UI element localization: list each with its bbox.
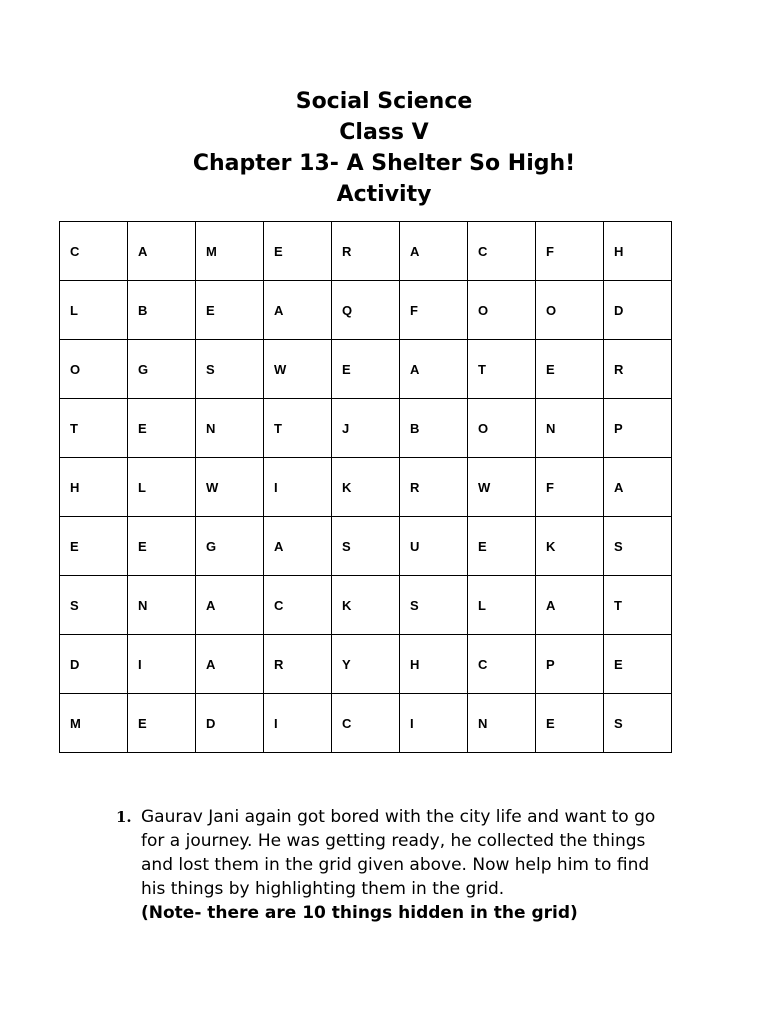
grid-cell[interactable]: A [196,635,264,694]
grid-cell[interactable]: A [128,222,196,281]
grid-row [60,399,672,458]
grid-cell[interactable]: O [468,399,536,458]
grid-row [60,340,672,399]
subject-title: Social Science [295,89,473,114]
grid-cell[interactable]: K [536,517,604,576]
grid-row [60,517,672,576]
grid-body [60,222,672,753]
question-body [141,805,676,925]
grid-cell[interactable]: A [536,576,604,635]
grid-cell[interactable]: N [536,399,604,458]
grid-cell[interactable]: E [536,694,604,753]
grid-cell[interactable]: M [196,222,264,281]
grid-cell[interactable]: A [264,281,332,340]
grid-cell[interactable]: R [604,340,672,399]
grid-cell[interactable]: Q [332,281,400,340]
grid-row [60,576,672,635]
grid-cell[interactable]: F [400,281,468,340]
chapter-title: Chapter 13- A Shelter So High! [192,151,576,176]
grid-cell[interactable]: E [332,340,400,399]
grid-cell[interactable]: M [60,694,128,753]
worksheet-header [0,86,768,210]
grid-cell[interactable]: W [468,458,536,517]
grid-cell[interactable]: S [604,517,672,576]
grid-cell[interactable]: K [332,458,400,517]
grid-cell[interactable]: A [400,340,468,399]
grid-cell[interactable]: E [196,281,264,340]
grid-cell[interactable]: L [60,281,128,340]
grid-cell[interactable]: B [128,281,196,340]
grid-cell[interactable]: S [60,576,128,635]
grid-cell[interactable]: E [264,222,332,281]
grid-cell[interactable]: I [264,458,332,517]
grid-cell[interactable]: K [332,576,400,635]
grid-cell[interactable]: S [196,340,264,399]
grid-cell[interactable]: L [468,576,536,635]
grid-cell[interactable]: T [60,399,128,458]
question-text: Gaurav Jani again got bored with the city life and want to go for a journey. He was getting ready, he collected the things and lost them in the grid given above. Now help him to find his things by highlighting them in the grid. [141,807,656,899]
question-1 [116,805,676,925]
question-number: 1. [116,808,132,826]
grid-cell[interactable]: H [60,458,128,517]
grid-cell[interactable]: D [196,694,264,753]
grid-cell[interactable]: R [400,458,468,517]
grid-cell[interactable]: G [196,517,264,576]
grid-cell[interactable]: E [604,635,672,694]
grid-cell[interactable]: E [536,340,604,399]
grid-cell[interactable]: P [536,635,604,694]
grid-cell[interactable]: I [400,694,468,753]
grid-cell[interactable]: E [468,517,536,576]
grid-cell[interactable]: C [468,222,536,281]
grid-cell[interactable]: C [60,222,128,281]
grid-cell[interactable]: N [468,694,536,753]
grid-cell[interactable]: E [128,399,196,458]
grid-cell[interactable]: L [128,458,196,517]
grid-cell[interactable]: C [264,576,332,635]
grid-cell[interactable]: E [128,517,196,576]
grid-row [60,694,672,753]
grid-cell[interactable]: P [604,399,672,458]
grid-cell[interactable]: A [604,458,672,517]
grid-cell[interactable]: A [400,222,468,281]
grid-row [60,458,672,517]
grid-cell[interactable]: H [604,222,672,281]
grid-cell[interactable]: S [604,694,672,753]
grid-cell[interactable]: T [264,399,332,458]
word-search-grid [59,221,672,753]
grid-cell[interactable]: U [400,517,468,576]
grid-cell[interactable]: T [604,576,672,635]
grid-row [60,281,672,340]
grid-cell[interactable]: S [400,576,468,635]
grid-cell[interactable]: D [604,281,672,340]
grid-cell[interactable]: O [60,340,128,399]
grid-cell[interactable]: I [128,635,196,694]
class-title: Class V [339,120,429,145]
grid-cell[interactable]: C [332,694,400,753]
activity-title: Activity [336,182,432,207]
grid-cell[interactable]: W [196,458,264,517]
grid-row [60,635,672,694]
grid-cell[interactable]: O [536,281,604,340]
grid-cell[interactable]: N [128,576,196,635]
grid-cell[interactable]: O [468,281,536,340]
grid-cell[interactable]: Y [332,635,400,694]
grid-row [60,222,672,281]
grid-cell[interactable]: H [400,635,468,694]
grid-cell[interactable]: F [536,458,604,517]
grid-cell[interactable]: S [332,517,400,576]
grid-cell[interactable]: C [468,635,536,694]
grid-cell[interactable]: A [264,517,332,576]
grid-cell[interactable]: B [400,399,468,458]
grid-cell[interactable]: E [60,517,128,576]
grid-cell[interactable]: R [264,635,332,694]
grid-cell[interactable]: N [196,399,264,458]
grid-cell[interactable]: J [332,399,400,458]
grid-cell[interactable]: T [468,340,536,399]
grid-cell[interactable]: D [60,635,128,694]
grid-cell[interactable]: G [128,340,196,399]
question-note: (Note- there are 10 things hidden in the grid) [141,903,578,923]
grid-cell[interactable]: W [264,340,332,399]
grid-cell[interactable]: F [536,222,604,281]
grid-cell[interactable]: A [196,576,264,635]
grid-cell[interactable]: R [332,222,400,281]
grid-cell[interactable]: I [264,694,332,753]
grid-cell[interactable]: E [128,694,196,753]
